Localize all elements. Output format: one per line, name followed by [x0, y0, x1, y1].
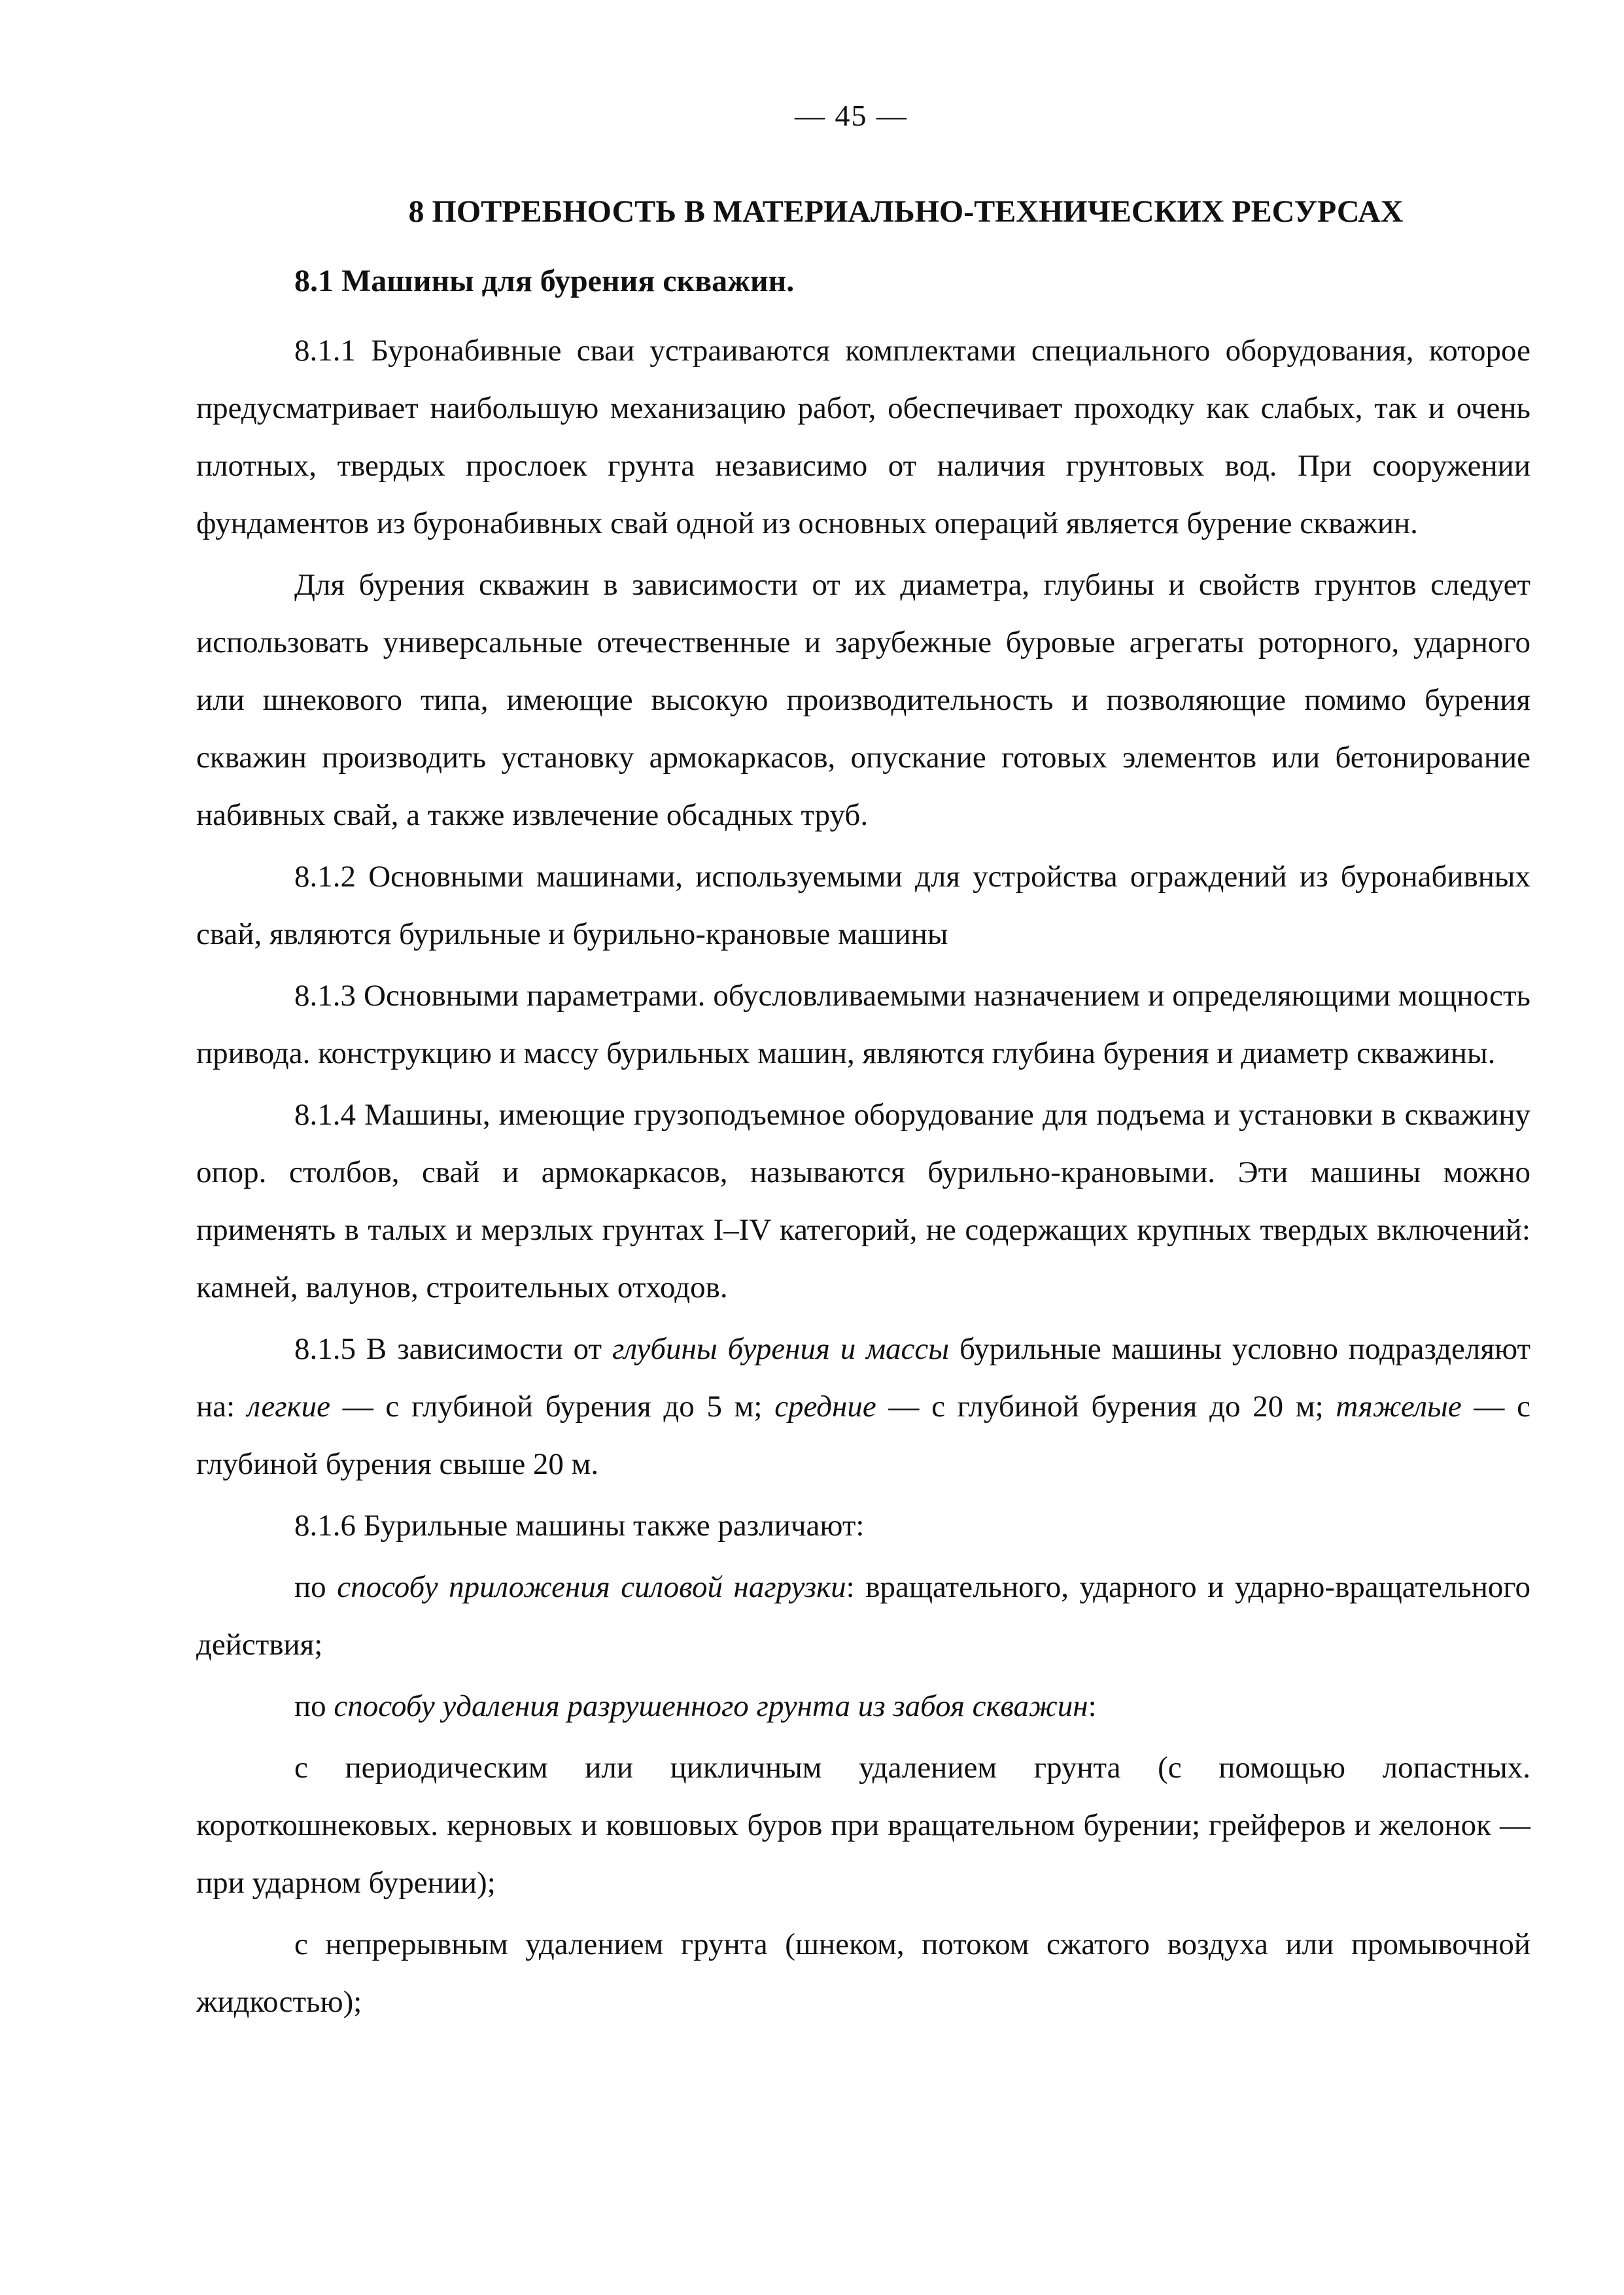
paragraph-load-method	[196, 1558, 1530, 1673]
text-run: — с глубиной бурения до 20 м;	[876, 1390, 1336, 1424]
paragraph-8-1-6: 8.1.6 Бурильные машины также различают:	[294, 1509, 865, 1543]
paragraph-periodic-removal: с периодическим или цикличным удалением грунта (с помощью лопастных. короткошнековых. керновых и ковшовых буров при вращательном бурении; грейферов и желонок — при ударном бурении);	[196, 1751, 1530, 1900]
italic-run: легкие	[247, 1390, 330, 1424]
section-title: 8 ПОТРЕБНОСТЬ В МАТЕРИАЛЬНО-ТЕХНИЧЕСКИХ РЕСУРСАХ	[408, 194, 1404, 229]
text-run: — с глубиной бурения до 5 м;	[330, 1390, 775, 1424]
subsection-title: 8.1 Машины для бурения скважин.	[294, 264, 795, 298]
page-content	[196, 183, 1530, 2035]
text-run: по	[294, 1689, 334, 1723]
text-run: : вращательного, ударного и ударно-вращательного действия;	[196, 1570, 1530, 1662]
text-run: — с глубиной бурения свыше 20 м.	[196, 1390, 1530, 1481]
italic-run: способу приложения силовой нагрузки	[337, 1570, 846, 1604]
paragraph-8-1-1: 8.1.1 Буронабивные сваи устраиваются комплектами специального оборудования, которое предусматривает наибольшую механизацию работ, обеспечивает проходку как слабых, так и очень плотных, твердых прослоек грунта независимо от наличия грунтовых вод. При сооружении фундаментов из буронабивных свай одной из основных операций является бурение скважин.	[196, 334, 1530, 540]
paragraph-drilling-equipment: Для бурения скважин в зависимости от их диаметра, глубины и свойств грунтов следует использовать универсальные отечественные и зарубежные буровые агрегаты роторного, ударного или шнекового типа, имеющие высокую производительность и позволяющие помимо бурения скважин производить установку армокаркасов, опускание готовых элементов или бетонирование набивных свай, а также извлечение обсадных труб.	[196, 568, 1530, 832]
text-run: 8.1.5 В зависимости от	[294, 1332, 612, 1366]
text-run: по	[294, 1570, 337, 1604]
italic-run: глубины бурения и массы	[612, 1332, 950, 1366]
text-run: :	[1088, 1689, 1097, 1723]
paragraph-8-1-4: 8.1.4 Машины, имеющие грузоподъемное оборудование для подъема и установки в скважину опор. столбов, свай и армокаркасов, называются бурильно-крановыми. Эти машины можно применять в талых и мерзлых грунтах I–IV категорий, не содержащих крупных твердых включений: камней, валунов, строительных отходов.	[196, 1098, 1530, 1305]
paragraph-8-1-5	[196, 1320, 1530, 1493]
paragraph-8-1-3: 8.1.3 Основными параметрами. обусловливаемыми назначением и определяющими мощность привода. конструкцию и массу бурильных машин, являются глубина бурения и диаметр скважины.	[196, 979, 1530, 1070]
page-number: — 45 —	[795, 99, 908, 132]
italic-run: способу удаления разрушенного грунта из забоя скважин	[334, 1689, 1088, 1723]
paragraph-continuous-removal: с непрерывным удалением грунта (шнеком, потоком сжатого воздуха или промывочной жидкостью);	[196, 1927, 1530, 2019]
paragraph-8-1-2: 8.1.2 Основными машинами, используемыми для устройства ограждений из буронабивных свай, являются бурильные и бурильно-крановые машины	[196, 860, 1530, 951]
italic-run: средние	[774, 1390, 876, 1424]
italic-run: тяжелые	[1336, 1390, 1462, 1424]
paragraph-removal-method	[196, 1677, 1530, 1735]
text-run: бурильные машины условно подразделяют на:	[196, 1332, 1530, 1424]
